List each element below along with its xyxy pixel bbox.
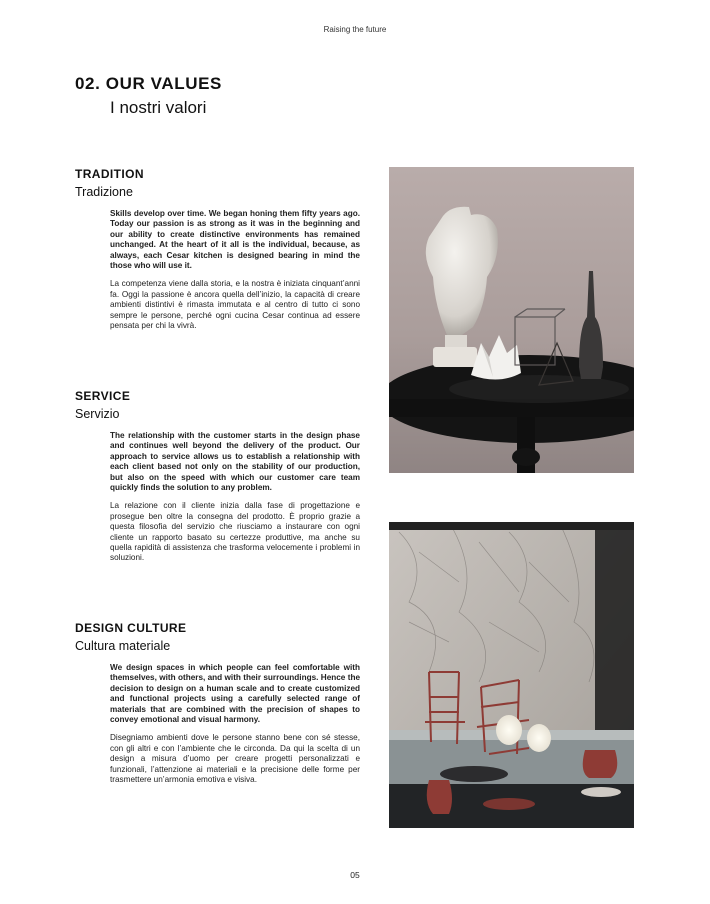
section-title: DESIGN CULTURE	[75, 621, 187, 635]
section-design-culture	[75, 621, 360, 793]
section-subtitle: Cultura materiale	[75, 639, 171, 653]
section-subtitle: Servizio	[75, 407, 120, 421]
paragraph-italian: Disegniamo ambienti dove le persone stanno bene con sé stesse, con gli altri e con l’ambiente che le circonda. Da qui la scelta di un design a misura d’uomo per creare progetti personalizzati e funzionali, l’attenzione ai materiali e la precisione delle forme per trasmettere un’armonia emotiva e visiva.	[110, 733, 360, 785]
running-header: Raising the future	[323, 25, 387, 34]
paragraph-english: Skills develop over time. We began honing them fifty years ago. Today our passion is as strong as it was in the beginning and our ability to create distinctive environments has remained unchanged. At the heart of it all is the individual, because, as always, each Cesar kitchen is designed bearing in mind the those who will use it.	[110, 209, 360, 271]
paragraph-english: We design spaces in which people can feel comfortable with themselves, with others, and with their surroundings. Hence the decision to design on a human scale and to create customized and functional projects using a carefully selected range of materials that are combined with the precision of shapes to convey emotional and visual harmony.	[110, 663, 360, 725]
photo-sculpture-table	[389, 167, 634, 473]
section-title: SERVICE	[75, 389, 131, 403]
section-subtitle: Tradizione	[75, 185, 133, 199]
chapter-subtitle: I nostri valori	[110, 98, 207, 117]
paragraph-italian: La competenza viene dalla storia, e la nostra è iniziata cinquant’anni fa. Oggi la passione è ancora quella dell’inizio, la capacità di creare ambienti distintivi è rimasta immutata e al centro di tutto ci sono sempre le persone, perché ogni cucina Cesar continua ad essere pensata per chi la vivrà.	[110, 279, 360, 331]
section-service	[75, 389, 360, 572]
paragraph-italian: La relazione con il cliente inizia dalla fase di progettazione e prosegue ben oltre la consegna del prodotto. È proprio grazie a questa filosofia del servizio che riusciamo a instaurare con ogni cliente un rapporto basato su certezze produttive, ma anche su quella rapidità di assistenza che trasforma velocemente i problemi in soluzioni.	[110, 501, 360, 563]
page-number: 05	[350, 870, 360, 880]
section-tradition	[75, 167, 360, 339]
paragraph-english: The relationship with the customer starts in the design phase and continues well beyond the delivery of the product. Our approach to service allows us to establish a relationship with each client based not only on the stability of our production, but also on the speed with which our customer care team quickly finds the solution to any problem.	[110, 431, 360, 493]
chapter-title: 02. OUR VALUES	[75, 74, 222, 93]
photo-patio-chairs	[389, 522, 634, 828]
section-title: TRADITION	[75, 167, 144, 181]
